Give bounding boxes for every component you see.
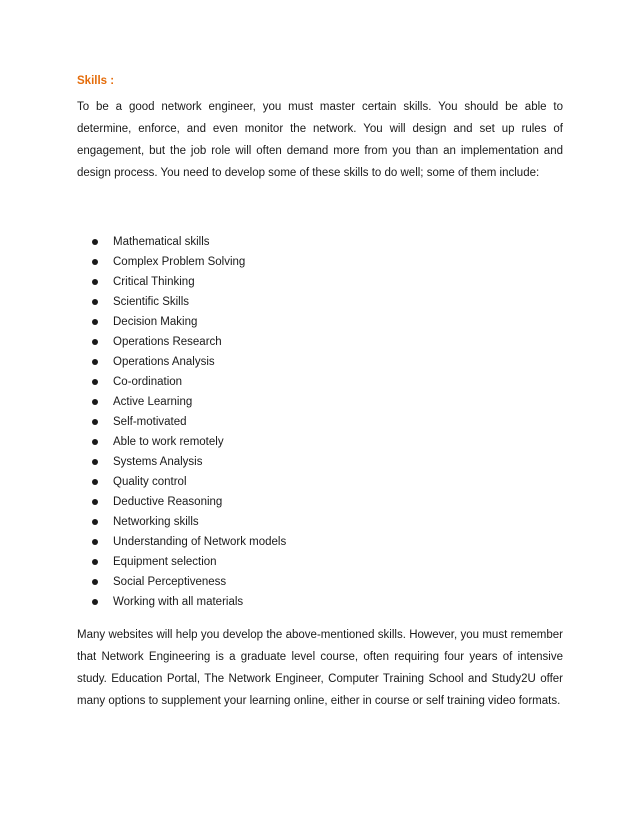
- list-item: [77, 532, 286, 552]
- closing-paragraph: Many websites will help you develop the above-mentioned skills. However, you must remember that Network Engineering is a graduate level course, often requiring four years of intensive study. Education Portal, The Network Engineer, Computer Training School and Study2U offer many options to supplement your learning online, either in course or self training video formats.: [77, 629, 563, 707]
- bullet-icon: [92, 519, 98, 525]
- bullet-icon: [92, 499, 98, 505]
- list-item: [77, 472, 286, 492]
- skills-list: [77, 232, 286, 612]
- list-item: [77, 572, 286, 592]
- list-item-label: Understanding of Network models: [113, 536, 287, 548]
- bullet-icon: [92, 579, 98, 585]
- list-item: [77, 332, 286, 352]
- list-item-label: Critical Thinking: [113, 276, 195, 288]
- list-item-label: Scientific Skills: [113, 296, 190, 308]
- list-item-label: Equipment selection: [113, 556, 217, 568]
- list-item: [77, 492, 286, 512]
- bullet-icon: [92, 339, 98, 345]
- bullet-icon: [92, 279, 98, 285]
- list-item: [77, 592, 286, 612]
- bullet-icon: [92, 319, 98, 325]
- bullet-icon: [92, 539, 98, 545]
- bullet-icon: [92, 379, 98, 385]
- list-item-label: Operations Analysis: [113, 356, 215, 368]
- list-item: [77, 352, 286, 372]
- bullet-icon: [92, 419, 98, 425]
- list-item-label: Social Perceptiveness: [113, 576, 227, 588]
- list-item: [77, 232, 286, 252]
- list-item-label: Working with all materials: [113, 596, 244, 608]
- bullet-icon: [92, 259, 98, 265]
- bullet-icon: [92, 239, 98, 245]
- list-item-label: Quality control: [113, 476, 187, 488]
- list-item-label: Operations Research: [113, 336, 222, 348]
- list-item: [77, 292, 286, 312]
- bullet-icon: [92, 399, 98, 405]
- intro-paragraph: To be a good network engineer, you must master certain skills. You should be able to determine, enforce, and even monitor the network. You will design and set up rules of engagement, but the job role will often demand more from you than an implementation and design process. You need to develop some of these skills to do well; some of them include:: [77, 101, 563, 179]
- list-item: [77, 312, 286, 332]
- list-item-label: Self-motivated: [113, 416, 187, 428]
- list-item: [77, 272, 286, 292]
- list-item-label: Co-ordination: [113, 376, 183, 388]
- bullet-icon: [92, 359, 98, 365]
- bullet-icon: [92, 559, 98, 565]
- list-item-label: Deductive Reasoning: [113, 496, 223, 508]
- list-item-label: Mathematical skills: [113, 236, 210, 248]
- section-heading: Skills :: [77, 75, 115, 87]
- list-item: [77, 412, 286, 432]
- bullet-icon: [92, 479, 98, 485]
- list-item-label: Decision Making: [113, 316, 198, 328]
- list-item: [77, 512, 286, 532]
- list-item-label: Complex Problem Solving: [113, 256, 246, 268]
- list-item: [77, 372, 286, 392]
- list-item: [77, 552, 286, 572]
- list-item: [77, 452, 286, 472]
- list-item: [77, 432, 286, 452]
- list-item-label: Networking skills: [113, 516, 199, 528]
- list-item-label: Systems Analysis: [113, 456, 203, 468]
- list-item-label: Active Learning: [113, 396, 193, 408]
- list-item: [77, 252, 286, 272]
- list-item: [77, 392, 286, 412]
- list-item-label: Able to work remotely: [113, 436, 224, 448]
- bullet-icon: [92, 439, 98, 445]
- bullet-icon: [92, 459, 98, 465]
- bullet-icon: [92, 599, 98, 605]
- bullet-icon: [92, 299, 98, 305]
